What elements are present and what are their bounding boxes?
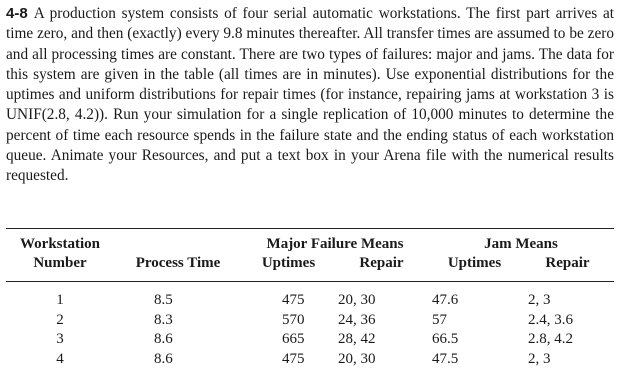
table-group-header-row xyxy=(6,229,614,254)
cell-major-repair: 20, 30 xyxy=(338,350,376,367)
cell-jam-repair: 2.8, 4.2 xyxy=(528,331,573,347)
cell-jam-repair: 2, 3 xyxy=(528,292,551,308)
header-workstation: Workstation xyxy=(19,236,100,252)
table-sub-header-row xyxy=(6,254,614,281)
data-table xyxy=(6,229,614,281)
problem-text: A production system consists of four serial automatic workstations. The first part arrives at time zero, and then (exactly) every 9.8 minutes thereafter. All transfer times are assumed to be zero and all processing times are constant. There are two types of failures: major and jams. The data for this system are given in the table (all times are in minutes). Use exponential distributions for the uptimes and uniform distributions for repair times (for instance, repairing jams at workstation 3 is UNIF(2.8, 4.2)). Run your simulation for a single replication of 10,000 minutes to determine the percent of time each resource spends in the failure state and the ending status of each workstation queue. Animate your Resources, and put a text box in your Arena file with the numerical results requested. xyxy=(6,5,614,185)
cell-number: 4 xyxy=(56,350,64,367)
cell-number: 1 xyxy=(56,292,64,308)
table-row xyxy=(6,282,614,311)
cell-major-repair: 28, 42 xyxy=(338,331,376,347)
cell-number: 2 xyxy=(56,311,64,328)
cell-jam-uptime: 66.5 xyxy=(432,331,459,347)
cell-jam-uptime: 47.5 xyxy=(432,350,459,367)
data-table-container xyxy=(6,228,614,369)
header-major-repair: Repair xyxy=(359,255,404,271)
header-jam-uptimes: Uptimes xyxy=(447,255,502,271)
cell-major-uptime: 475 xyxy=(282,350,305,367)
table-row xyxy=(6,311,614,331)
cell-jam-uptime: 47.6 xyxy=(432,292,459,308)
cell-jam-repair: 2.4, 3.6 xyxy=(528,311,573,328)
problem-number: 4-8 xyxy=(6,5,28,22)
header-number: Number xyxy=(33,255,87,271)
problem-statement xyxy=(6,4,614,187)
table-row xyxy=(6,350,614,370)
cell-process-time: 8.5 xyxy=(154,292,173,308)
header-major-uptimes: Uptimes xyxy=(261,255,316,271)
header-process-time: Process Time xyxy=(135,255,221,271)
cell-major-uptime: 665 xyxy=(282,331,305,347)
table-row xyxy=(6,330,614,350)
cell-number: 3 xyxy=(56,331,64,347)
header-jam-means: Jam Means xyxy=(484,236,558,252)
cell-jam-uptime: 57 xyxy=(432,311,447,328)
cell-process-time: 8.6 xyxy=(154,350,173,367)
cell-major-uptime: 570 xyxy=(282,311,305,328)
cell-process-time: 8.6 xyxy=(154,331,173,347)
header-major-failure-means: Major Failure Means xyxy=(266,236,404,252)
cell-jam-repair: 2, 3 xyxy=(528,350,551,367)
cell-major-uptime: 475 xyxy=(282,292,305,308)
data-table-body xyxy=(6,282,614,369)
cell-process-time: 8.3 xyxy=(154,311,173,328)
cell-major-repair: 20, 30 xyxy=(338,292,376,308)
cell-major-repair: 24, 36 xyxy=(338,311,376,328)
header-jam-repair: Repair xyxy=(545,255,590,271)
